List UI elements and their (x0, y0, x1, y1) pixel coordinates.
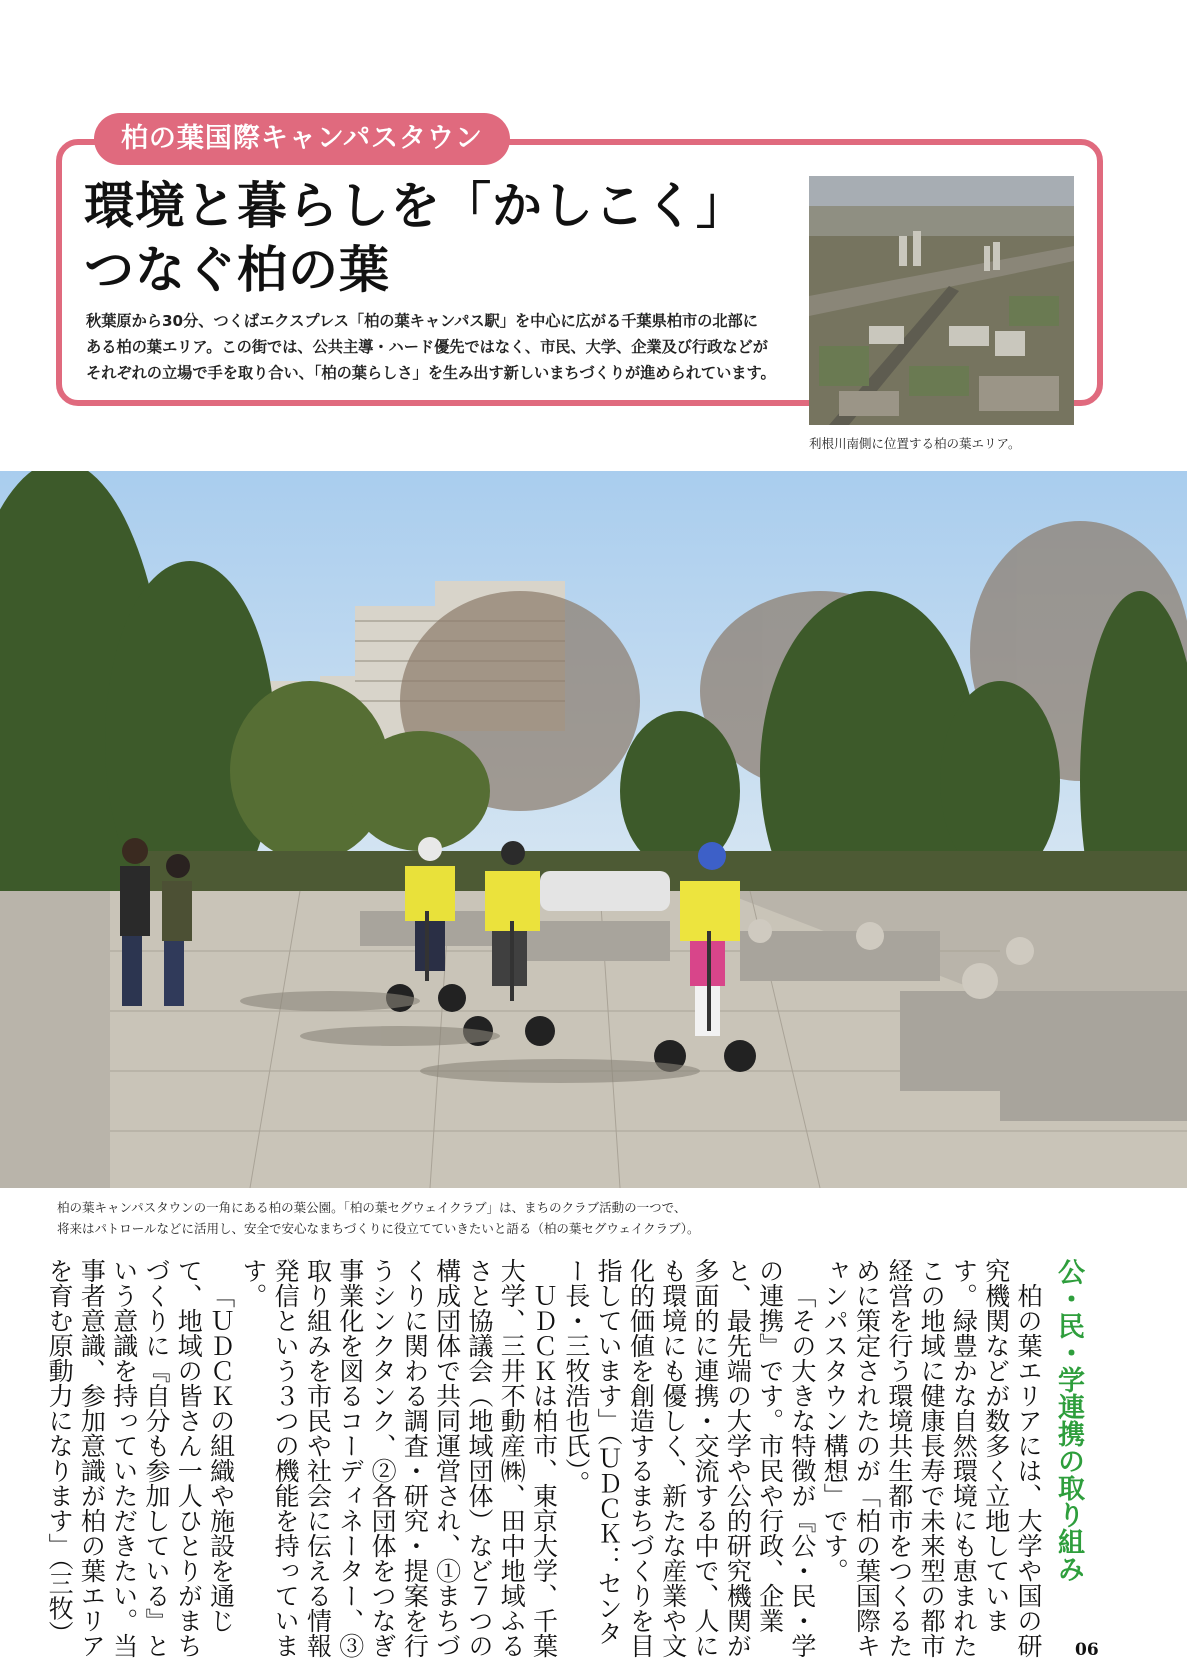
article-body (45, 1258, 1088, 1658)
park-segway-illustration (0, 471, 1187, 1188)
article-paragraph: 「ＵＤＣＫの組織や施設を通じて、地域の皆さん一人ひとりがまちづくりに『自分も参加している』という意識を持っていただきたい。当事者意識、参加意識が柏の葉エリアを育む原動力になります」（三牧） (45, 1258, 236, 1658)
article (45, 1258, 1088, 1658)
aerial-photo (809, 176, 1074, 425)
article-paragraph: 「その大きな特徴が『公・民・学の連携』です。市民や行政、企業と、最先端の大学や公的研究機関が多面的に連携・交流する中で、人にも環境にも優しく、新たな産業や文化的価値を創造するまちづくりを目指しています」（ＵＤＣＫ：センター長・三牧浩也氏）。 (561, 1258, 817, 1658)
article-paragraph: 柏の葉エリアには、大学や国の研究機関などが数多く立地しています。緑豊かな自然環境にも恵まれたこの地域に健康長寿で未来型の都市経営を行う環境共生都市をつくるために策定されたのが「柏の葉国際キャンパスタウン構想」です。 (820, 1258, 1043, 1658)
aerial-photo-illustration (809, 176, 1074, 425)
park-segway-photo (0, 471, 1187, 1188)
aerial-photo-caption: 利根川南側に位置する柏の葉エリア。 (809, 436, 1021, 451)
page-title: 環境と暮らしを「かしこく」 つなぐ柏の葉 (84, 177, 747, 299)
article-heading: 公・民・学連携の取り組み (1053, 1258, 1084, 1582)
article-paragraph: ＵＤＣＫは柏市、東京大学、千葉大学、三井不動産㈱、田中地域ふるさと協議会（地域団体）など７つの構成団体で共同運営され、①まちづくりに関わる調査・研究・提案を行うシンクタンク、②各団体をつなぎ事業化を図るコーディネーター、③取り組みを市民や社会に伝える情報発信という３つの機能を持っています。 (238, 1258, 559, 1658)
main-photo-caption: 柏の葉キャンパスタウンの一角にある柏の葉公園。「柏の葉セグウェイクラブ」は、まちのクラブ活動の一つで、 将来はパトロールなどに活用し、安全で安心なまちづくりに役立てていきたいと語る（柏の葉セグウェイクラブ）。 (57, 1200, 700, 1236)
page-number: 06 (1075, 1640, 1099, 1660)
section-tag: 柏の葉国際キャンパスタウン (94, 113, 510, 165)
lead-paragraph: 秋葉原から30分、つくばエクスプレス「柏の葉キャンパス駅」を中心に広がる千葉県柏市の北部に ある柏の葉エリア。この街では、公共主導・ハード優先ではなく、市民、大学、企業及び行政などが それぞれの立場で手を取り合い、「柏の葉らしさ」を生み出す新しいまちづくりが進められています。 (86, 312, 776, 382)
